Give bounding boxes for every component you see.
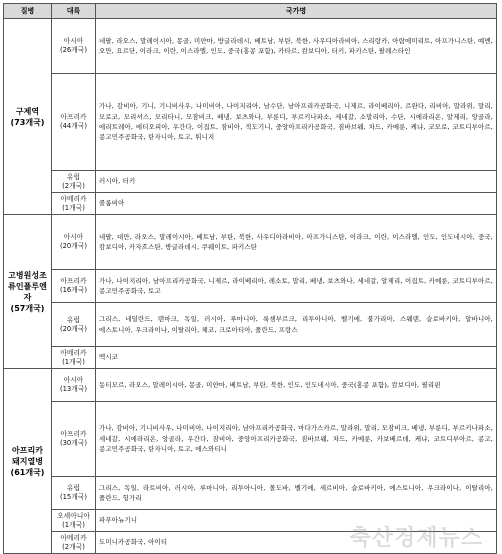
continent-cell: 오세아니아 (1개국) (52, 510, 96, 532)
countries-cell: 동티모르, 라오스, 말레이시아, 몽골, 미얀마, 베트남, 부탄, 북한, 인도, 인도네시아, 중국(홍콩 포함), 캄보디아, 필리핀 (96, 369, 497, 402)
table-row (4, 510, 497, 532)
disease-table-container (3, 3, 497, 554)
countries-cell: 가나, 감비아, 기니, 기니비사우, 나미비아, 나이지리아, 남수단, 남아프리카공화국, 니제르, 라이베리아, 르완다, 리비아, 말라위, 말리, 모로코, 모리셔스, 모리타니, 모잠비크, 베냉, 보츠와나, 부룬디, 부르키나파소, 세네갈, 소말리아, 수단, 시에라리온, 알제리, 앙골라, 에리트레아, 에티오피아, 우간다, 이집트, 잠비아, 적도기니, 중앙아프리카공화국, 짐바브웨, 차드, 카메룬, 케냐, 코모로, 코트디부아르, 콩고민주공화국, 탄자니아, 토고, 튀니지 (96, 74, 497, 171)
countries-cell: 가나, 나이지리아, 남아프리카공화국, 니제르, 라이베리아, 레소토, 말리, 베냉, 보츠와나, 세네갈, 알제리, 이집트, 카메룬, 코트디부아르, 콩고민주공화국, 토고 (96, 270, 497, 303)
table-row (4, 369, 497, 402)
continent-cell: 아시아 (20개국) (52, 215, 96, 270)
countries-cell: 가나, 감비아, 기니비사우, 나미비아, 나이지리아, 남아프리카공화국, 마다가스카르, 말라위, 말리, 모잠비크, 베냉, 부룬디, 부르키나파소, 세네갈, 시에라리온, 앙골라, 우간다, 잠비아, 중앙아프리카공화국, 짐바브웨, 차드, 카메룬, 카보베르데, 케냐, 코트디부아르, 콩고, 콩고민주공화국, 탄자니아, 토고, 에스와티니 (96, 402, 497, 477)
countries-cell: 네팔, 대만, 라오스, 말레이시아, 베트남, 부탄, 북한, 사우디아라비아, 아프가니스탄, 이라크, 이란, 이스라엘, 인도, 인도네시아, 중국, 캄보디아, 카자흐스탄, 방글라데시, 쿠웨이트, 파키스탄 (96, 215, 497, 270)
header-continent: 대륙 (52, 4, 96, 19)
continent-cell: 아프리카 (30개국) (52, 402, 96, 477)
table-row (4, 74, 497, 171)
continent-cell: 유럽 (15개국) (52, 477, 96, 510)
continent-cell: 아메리카 (1개국) (52, 193, 96, 215)
continent-cell: 유럽 (20개국) (52, 303, 96, 347)
continent-cell: 아메리카 (1개국) (52, 347, 96, 369)
table-row (4, 19, 497, 74)
continent-cell: 유럽 (2개국) (52, 171, 96, 193)
table-header-row (4, 4, 497, 19)
continent-cell: 아프리카 (44개국) (52, 74, 96, 171)
table-row (4, 477, 497, 510)
continent-cell: 아메리카 (2개국) (52, 532, 96, 554)
countries-cell: 멕시코 (96, 347, 497, 369)
disease-cell: 고병원성조 류인플루엔 자 (57개국) (4, 215, 52, 369)
table-row (4, 303, 497, 347)
header-disease: 질병 (4, 4, 52, 19)
disease-cell: 아프리카 돼지열병 (61개국) (4, 369, 52, 554)
watermark: 축산경제뉴스 (349, 526, 483, 551)
continent-cell: 아시아 (13개국) (52, 369, 96, 402)
table-row (4, 402, 497, 477)
countries-cell: 러시아, 터키 (96, 171, 497, 193)
table-row (4, 215, 497, 270)
countries-cell: 파푸아뉴기니 (96, 510, 497, 532)
countries-cell: 그리스, 네덜란드, 덴마크, 독일, 러시아, 루마니아, 룩셈부르크, 리투아니아, 벨기에, 불가리아, 스웨덴, 슬로바키아, 알바니아, 에스토니아, 우크라이나, 이탈리아, 체코, 크로아티아, 폴란드, 프랑스 (96, 303, 497, 347)
table-row (4, 171, 497, 193)
continent-cell: 아프리카 (16개국) (52, 270, 96, 303)
table-row (4, 532, 497, 554)
countries-cell: 네팔, 라오스, 말레이시아, 몽골, 미얀마, 방글라데시, 베트남, 부탄, 북한, 사우디아라비아, 스리랑카, 아랍에미리트, 아프가니스탄, 예멘, 오만, 요르단, 이라크, 이란, 이스라엘, 인도, 중국(홍콩 포함), 카타르, 캄보디아, 터키, 파키스탄, 팔레스타인 (96, 19, 497, 74)
table-row (4, 270, 497, 303)
countries-cell: 콜롬비아 (96, 193, 497, 215)
table-body (4, 19, 497, 554)
header-countries: 국가명 (96, 4, 497, 19)
countries-cell: 도미니카공화국, 아이티 (96, 532, 497, 554)
continent-cell: 아시아 (26개국) (52, 19, 96, 74)
table-row (4, 347, 497, 369)
disease-country-table (3, 3, 497, 554)
disease-cell: 구제역 (73개국) (4, 19, 52, 215)
table-row (4, 193, 497, 215)
countries-cell: 그리스, 독일, 라트비아, 러시아, 루마니아, 리투아니아, 몰도바, 벨기에, 세르비아, 슬로바키아, 에스토니아, 우크라이나, 이탈리아, 폴란드, 헝가리 (96, 477, 497, 510)
